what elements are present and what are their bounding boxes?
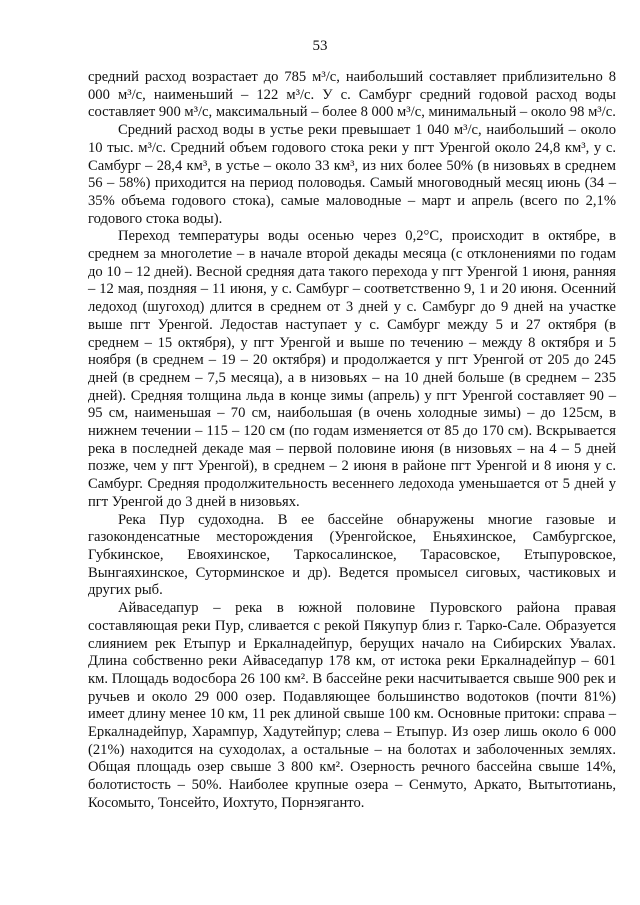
page-number: 53 xyxy=(312,38,328,54)
body-text xyxy=(88,69,616,813)
paragraph: Река Пур судоходна. В ее бассейне обнаружены многие газовые и газоконденсатные месторождения (Уренгойское, Еньяхинское, Самбургское, Губкинское, Евояхинское, Таркосалинское, Тарасовское, Етыпуровское, Вынгаяхинское, Суторминское и др). Ведется промысел сиговых, частиковых и других рыб. xyxy=(88,511,616,599)
paragraph-continued: средний расход возрастает до 785 м³/с, наибольший составляет приблизительно 8 000 м³/с, наименьший – 122 м³/с. У с. Самбург средний годовой расход воды составляет 900 м³/с, максимальный – более 8 000 м³/с, минимальный – около 98 м³/с. xyxy=(88,69,616,121)
paragraph: Переход температуры воды осенью через 0,2°С, происходит в октябре, в среднем за многолетие – в начале второй декады месяца (с отклонениями по годам до 10 – 12 дней). Весной средняя дата такого перехода у пгт Уренгой 1 июня, ранняя – 12 мая, поздняя – 11 июня, у с. Самбург – соответственно 9, 1 и 20 июня. Осенний ледоход (шугоход) длится в среднем от 3 дней у с. Самбург до 9 дней на участке выше пгт Уренгой. Ледостав наступает у с. Самбург между 5 и 27 октября (в среднем – 15 октября), у пгт Уренгой и выше по течению – между 8 октября и 5 ноября (в среднем – 19 – 20 октября) и продолжается у пгт Уренгой от 205 до 245 дней (в среднем – 7,5 месяца), а в низовьях – на 10 дней больше (в среднем – 235 дней). Средняя толщина льда в конце зимы (апрель) у пгт Уренгой составляет 90 – 95 см, наименьшая – 70 см, наибольшая (в очень холодные зимы) – до 125см, в нижнем течении – 115 – 120 см (по годам изменяется от 85 до 170 см). Вскрывается река в последней декаде мая – первой половине июня (в низовьях – на 4 – 5 дней позже, чем у пгт Уренгой), в среднем – 2 июня в районе пгт Уренгой и 8 июня у с. Самбург. Средняя продолжительность весеннего ледохода уменьшается от 5 дней у пгт Уренгой до 3 дней в низовьях. xyxy=(88,228,616,510)
paragraph: Средний расход воды в устье реки превышает 1 040 м³/с, наибольший – около 10 тыс. м³/с. Средний объем годового стока реки у пгт Уренгой около 24,8 км³, у с. Самбург – 28,4 км³, в устье – около 33 км³, из них более 50% (в низовьях в среднем 56 – 58%) приходится на период половодья. Самый многоводный месяц июнь (34 – 35% объема годового стока), самые маловодные – март и апрель (всего по 2,1% годового стока воды). xyxy=(88,122,616,227)
paragraph: Айваседапур – река в южной половине Пуровского района правая составляющая реки Пур, сливается с рекой Пякупур близ г. Тарко-Сале. Образуется слиянием рек Етыпур и Еркалнадейпур, берущих начало на Сибирских Увалах. Длина собственно реки Айваседапур 178 км, от истока реки Еркалнадейпур – 601 км. Площадь водосбора 26 100 км². В бассейне реки насчитывается свыше 900 рек и ручьев и около 29 000 озер. Подавляющее большинство водотоков (почти 81%) имеет длину менее 10 км, 11 рек длиной свыше 100 км. Основные притоки: справа – Еркалнадейпур, Харампур, Хадутейпур; слева – Етыпур. Из озер лишь около 6 000 (21%) находится на суходолах, а остальные – на болотах и заболоченных землях. Общая площадь озер свыше 3 800 км². Озерность речного бассейна свыше 14%, болотистость – 50%. Наиболее крупные озера – Сенмуто, Аркато, Вытытотиань, Косомыто, Тонсейто, Иохтуто, Порнэяганто. xyxy=(88,600,616,811)
